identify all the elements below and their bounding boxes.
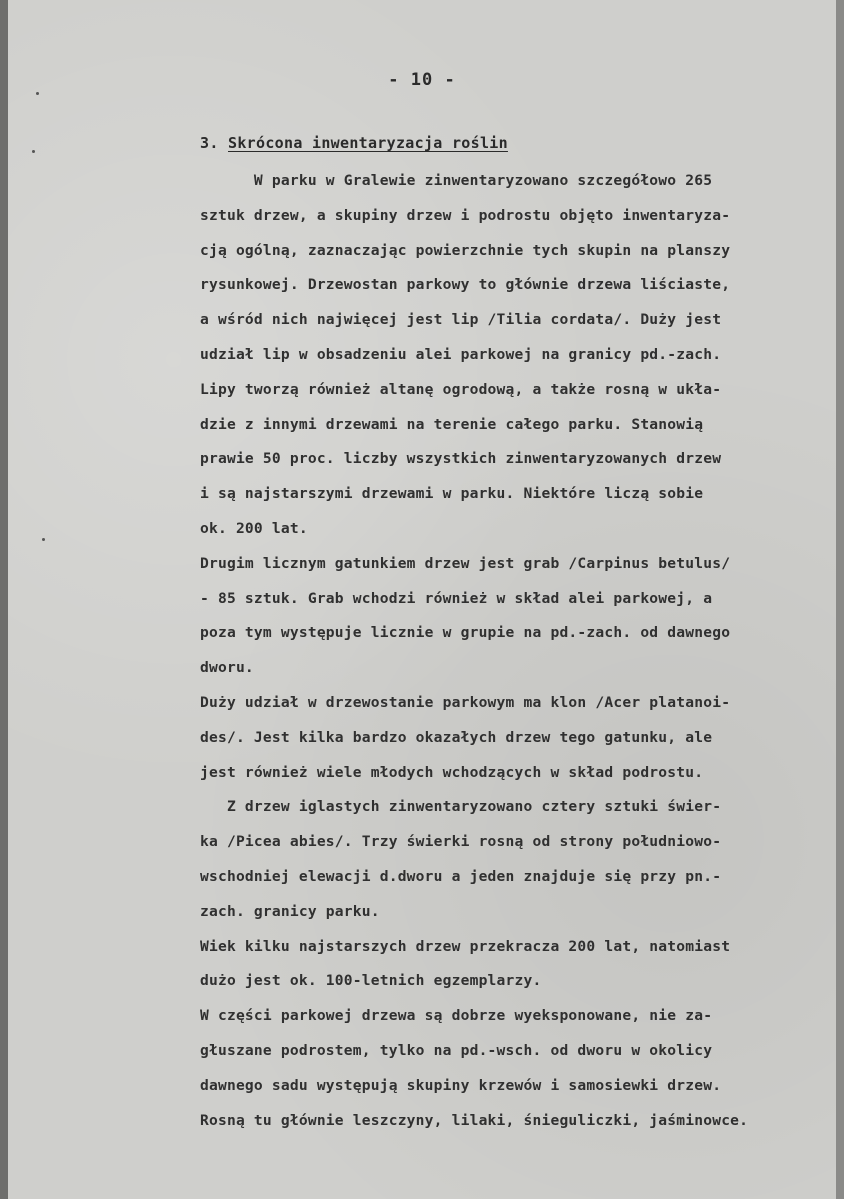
text-line: W części parkowej drzewa są dobrze wyeksponowane, nie za- [200, 1007, 713, 1025]
text-line: ok. 200 lat. [200, 519, 308, 537]
text-line: cją ogólną, zaznaczając powierzchnie tych skupin na planszy [200, 241, 731, 259]
scan-speck [32, 150, 35, 153]
section-title: Skrócona inwentaryzacja roślin [228, 134, 508, 152]
scan-left-edge [0, 0, 8, 1199]
scan-speck [42, 538, 45, 541]
text-line: Drugim licznym gatunkiem drzew jest grab /Carpinus betulus/ [200, 554, 731, 572]
text-line: poza tym występuje licznie w grupie na pd.-zach. od dawnego [200, 624, 731, 642]
text-line: dworu. [200, 659, 254, 677]
text-line: des/. Jest kilka bardzo okazałych drzew tego gatunku, ale [200, 728, 713, 746]
text-line: i są najstarszymi drzewami w parku. Niektóre liczą sobie [200, 485, 704, 503]
text-line: Rosną tu głównie leszczyny, lilaki, śnieguliczki, jaśminowce. [200, 1111, 749, 1129]
scan-right-edge [836, 0, 844, 1199]
text-line: dawnego sadu występują skupiny krzewów i samosiewki drzew. [200, 1076, 722, 1094]
text-line: Z drzew iglastych zinwentaryzowano cztery sztuki świer- [200, 798, 722, 816]
text-line: prawie 50 proc. liczby wszystkich zinwentaryzowanych drzew [200, 450, 722, 468]
text-line: dzie z innymi drzewami na terenie całego parku. Stanowią [200, 415, 704, 433]
text-line: rysunkowej. Drzewostan parkowy to głównie drzewa liściaste, [200, 276, 731, 294]
text-line: wschodniej elewacji d.dworu a jeden znajduje się przy pn.- [200, 867, 722, 885]
text-line: Wiek kilku najstarszych drzew przekracza 200 lat, natomiast [200, 937, 731, 955]
text-line: a wśród nich najwięcej jest lip /Tilia cordata/. Duży jest [200, 311, 722, 329]
page-number: - 10 - [388, 70, 456, 90]
text-line: głuszane podrostem, tylko na pd.-wsch. od dworu w okolicy [200, 1041, 713, 1059]
text-line: sztuk drzew, a skupiny drzew i podrostu objęto inwentaryza- [200, 206, 731, 224]
text-line: dużo jest ok. 100-letnich egzemplarzy. [200, 972, 542, 990]
scan-speck [36, 92, 39, 95]
text-line: jest również wiele młodych wchodzących w skład podrostu. [200, 763, 704, 781]
text-line: zach. granicy parku. [200, 902, 380, 920]
text-line: - 85 sztuk. Grab wchodzi również w skład alei parkowej, a [200, 589, 713, 607]
body-text [200, 164, 830, 1138]
text-line: Lipy tworzą również altanę ogrodową, a także rosną w ukła- [200, 380, 722, 398]
text-line: W parku w Gralewie zinwentaryzowano szczegółowo 265 [200, 172, 713, 189]
section-number: 3. [200, 134, 219, 152]
text-line: ka /Picea abies/. Trzy świerki rosną od strony południowo- [200, 833, 722, 851]
text-line: udział lip w obsadzeniu alei parkowej na granicy pd.-zach. [200, 345, 722, 363]
document-page [8, 0, 836, 1199]
text-line: Duży udział w drzewostanie parkowym ma klon /Acer platanoi- [200, 693, 731, 711]
section-heading [200, 134, 508, 152]
